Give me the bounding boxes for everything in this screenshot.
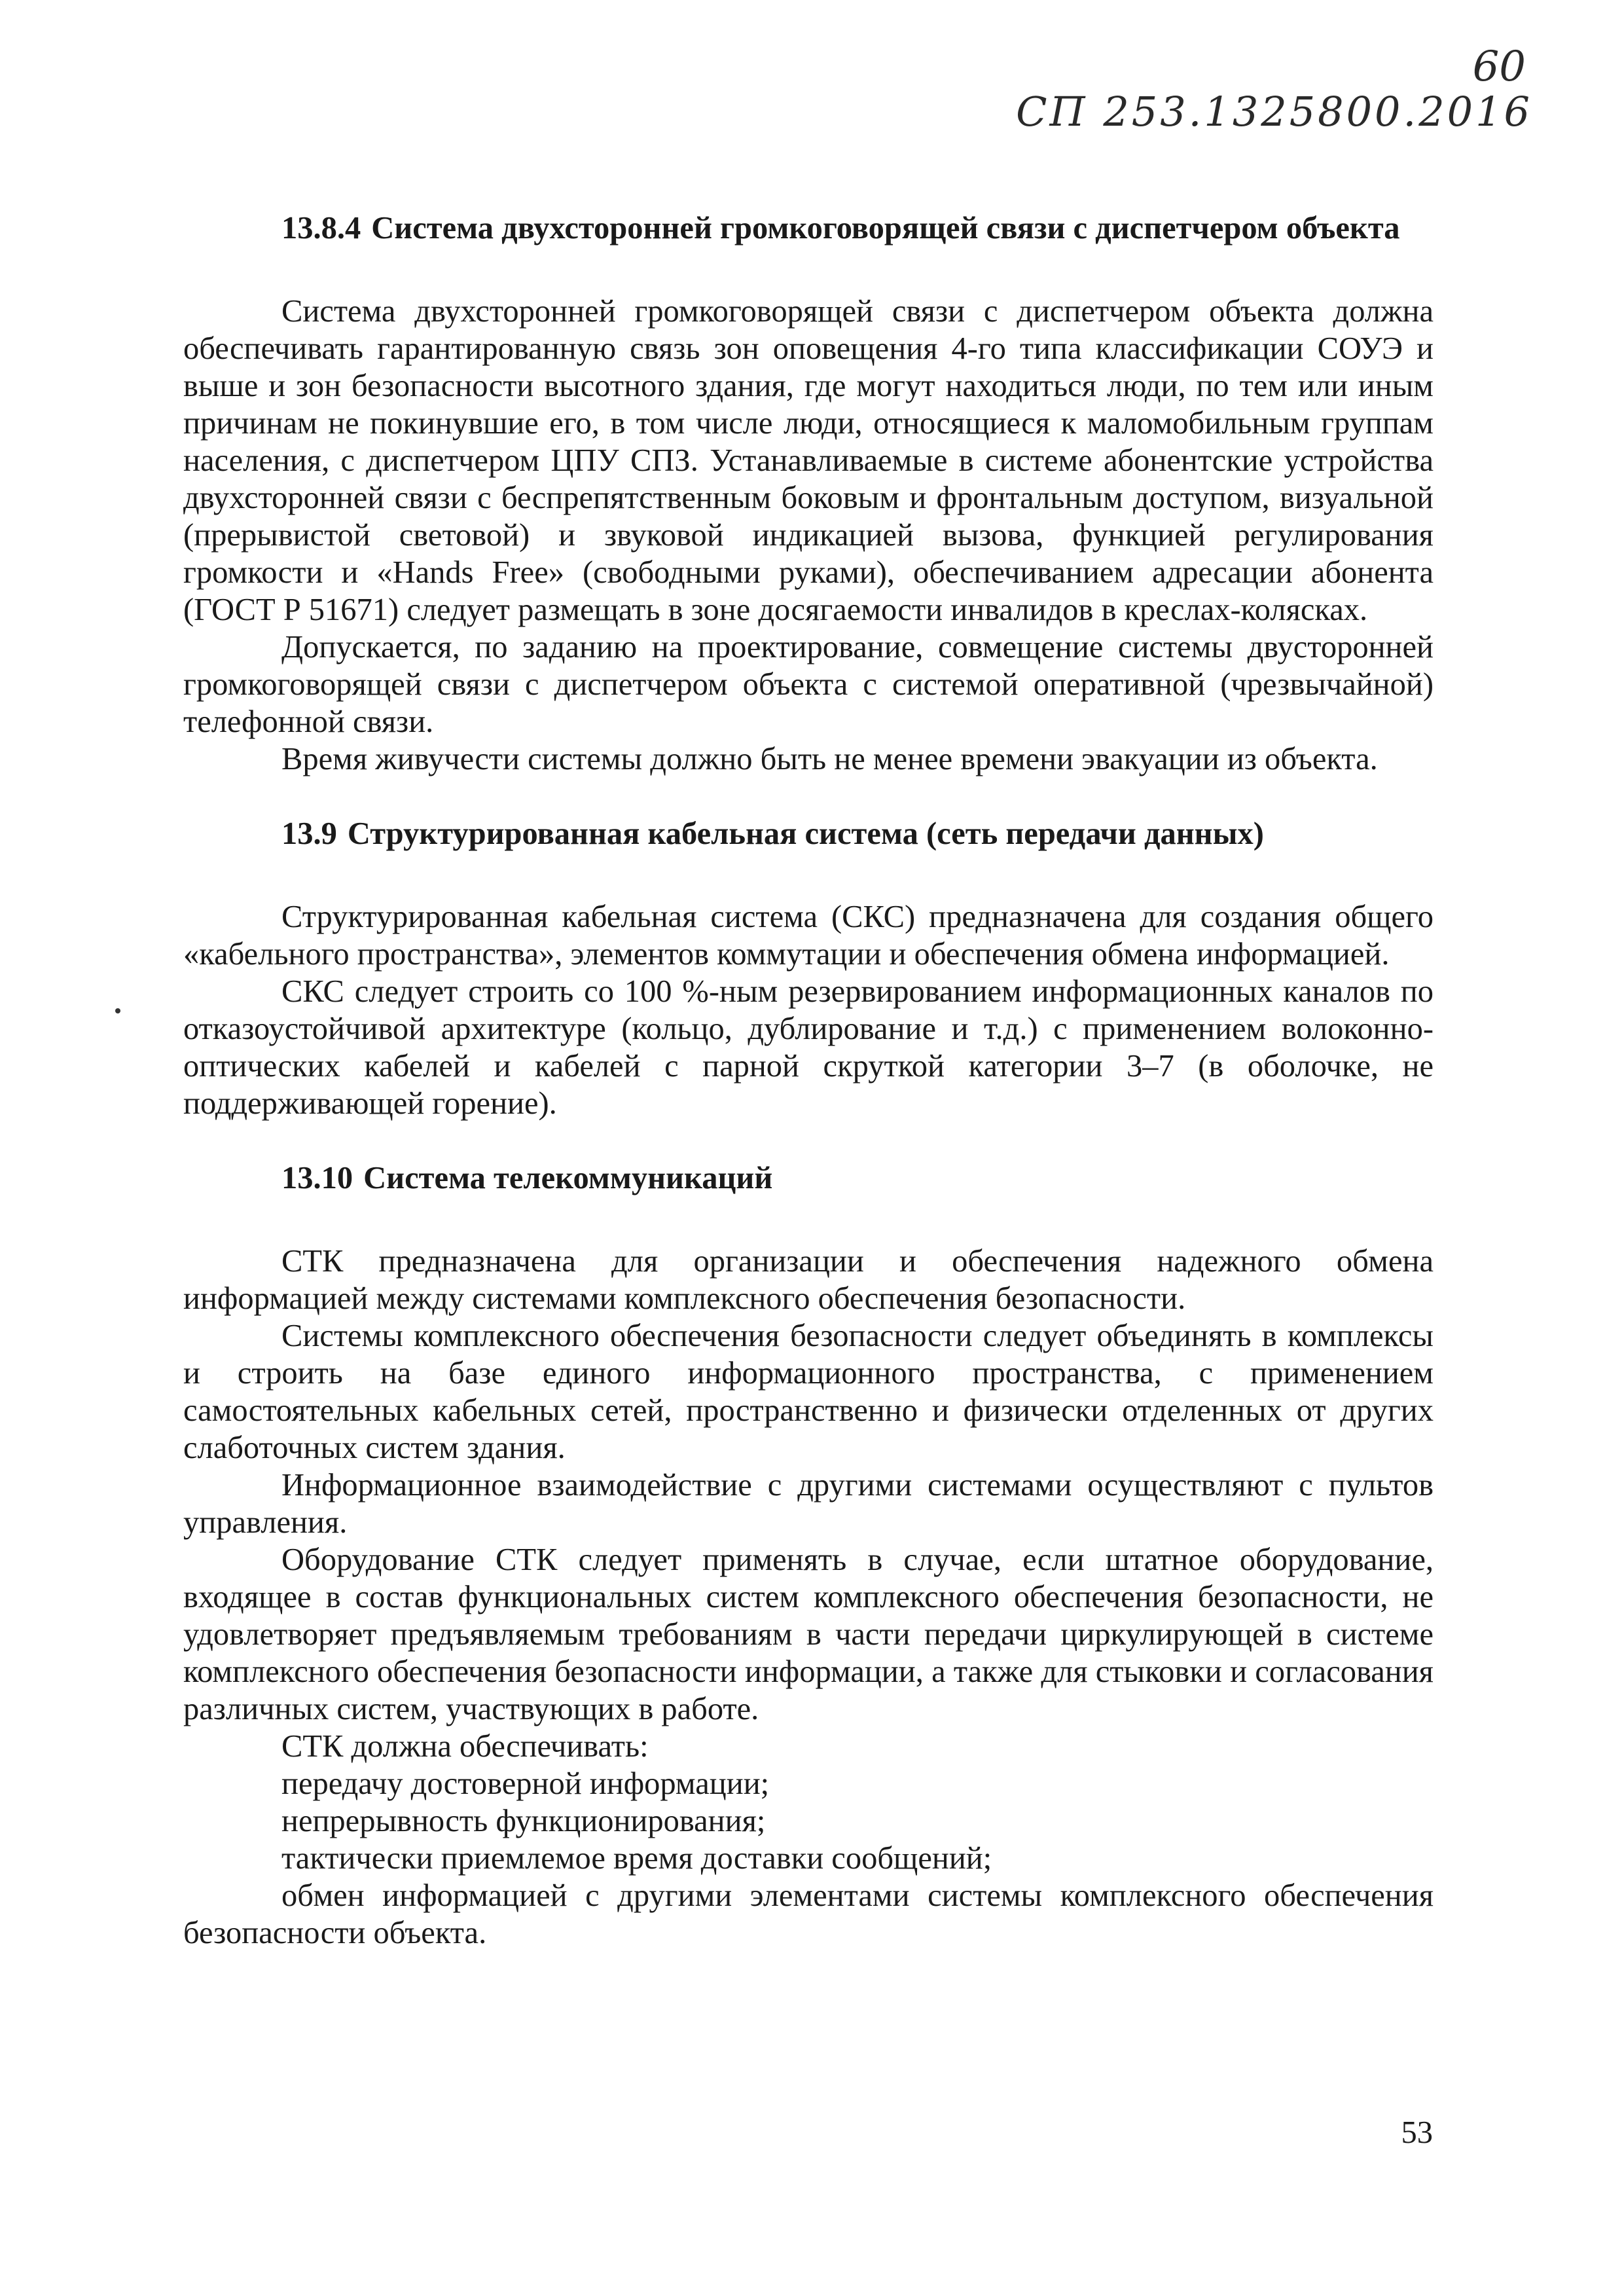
list-item: передачу достоверной информации; (281, 1766, 770, 1801)
section-title: Система двухсторонней громкоговорящей связи с диспетчером объекта (371, 211, 1400, 246)
paragraph: Системы комплексного обеспечения безопасности следует объединять в комплексы и строить на базе единого информационного пространства, с применением самостоятельных кабельных сетей, пространственно и физически отделенных от других слаботочных систем здания. (183, 1319, 1434, 1465)
paragraph: Оборудование СТК следует применять в случае, если штатное оборудование, входящее в состав функциональных систем комплексного обеспечения безопасности, не удовлетворяет предъявляемым требованиям в части передачи циркулирующей в системе комплексного обеспечения безопасности информации, а также для стыковки и согласования различных систем, участвующих в работе. (183, 1542, 1434, 1726)
list-item: тактически приемлемое время доставки сообщений; (281, 1841, 992, 1876)
page-number: 53 (1401, 2115, 1433, 2150)
section-title: Структурированная кабельная система (сеть передачи данных) (347, 816, 1264, 851)
scan-speck (115, 1008, 120, 1013)
paragraph: СТК предназначена для организации и обеспечения надежного обмена информацией между системами комплексного обеспечения безопасности. (183, 1244, 1434, 1316)
section-heading-13-10 (281, 1159, 1434, 1197)
section-title: Система телекоммуникаций (363, 1161, 773, 1195)
paragraph: СТК должна обеспечивать: (281, 1729, 649, 1764)
list-item: непрерывность функционирования; (281, 1804, 766, 1838)
paragraph: СКС следует строить со 100 %-ным резервированием информационных каналов по отказоустойчивой архитектуре (кольцо, дублирование и т.д.) с применением волоконно-оптических кабелей и кабелей с парной скруткой категории 3–7 (в оболочке, не поддерживающей горение). (183, 974, 1434, 1121)
section-heading-13-8-4 (281, 210, 1434, 247)
section-heading-13-9 (281, 815, 1434, 852)
paragraph: Время живучести системы должно быть не менее времени эвакуации из объекта. (281, 742, 1378, 776)
section-number: 13.10 (281, 1161, 353, 1195)
handwritten-annotation (1016, 43, 1532, 136)
handwritten-page-mark: 60 (1472, 43, 1526, 91)
paragraph: Структурированная кабельная система (СКС) предназначена для создания общего «кабельного пространства», элементов коммутации и обеспечения обмена информацией. (183, 900, 1434, 972)
list-item: обмен информацией с другими элементами системы комплексного обеспечения безопасности объекта. (183, 1878, 1434, 1950)
document-body (183, 210, 1434, 1952)
section-number: 13.9 (281, 816, 337, 851)
handwritten-doc-code: СП 253.1325800.2016 (1016, 88, 1532, 136)
paragraph: Система двухсторонней громкоговорящей связи с диспетчером объекта должна обеспечивать гарантированную связь зон оповещения 4-го типа классификации СОУЭ и выше и зон безопасности высотного здания, где могут находиться люди, по тем или иным причинам не покинувшие его, в том числе люди, относящиеся к маломобильным группам населения, с диспетчером ЦПУ СПЗ. Устанавливаемые в системе абонентские устройства двухсторонней связи с беспрепятственным боковым и фронтальным доступом, визуальной (прерывистой световой) и звуковой индикацией вызова, функцией регулирования громкости и «Hands Free» (свободными руками), обеспечиванием адресации абонента (ГОСТ Р 51671) следует размещать в зоне досягаемости инвалидов в креслах-колясках. (183, 294, 1434, 627)
section-number: 13.8.4 (281, 211, 361, 246)
paragraph: Допускается, по заданию на проектирование, совмещение системы двусторонней громкоговорящей связи с диспетчером объекта с системой оперативной (чрезвычайной) телефонной связи. (183, 630, 1434, 739)
paragraph: Информационное взаимодействие с другими системами осуществляют с пультов управления. (183, 1468, 1434, 1540)
